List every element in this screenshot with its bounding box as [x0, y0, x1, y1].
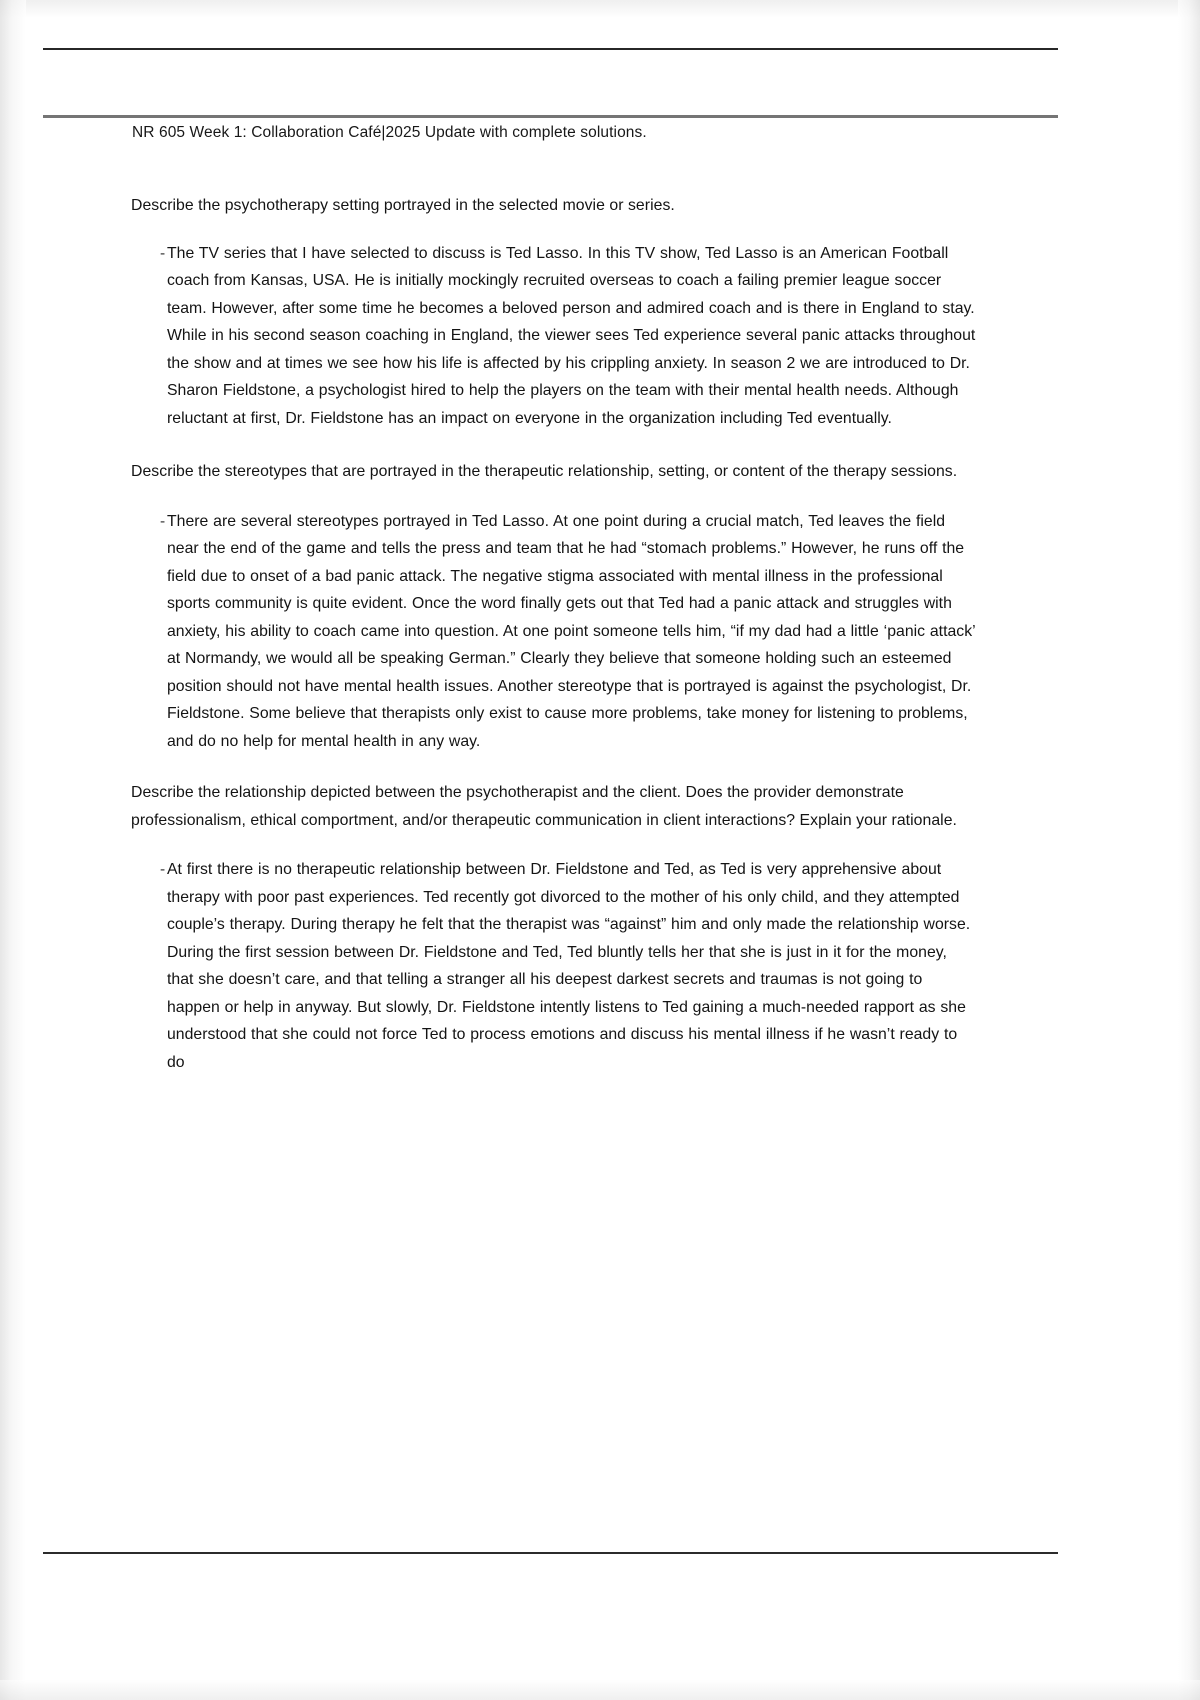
spacer	[131, 755, 976, 779]
spacer	[131, 146, 976, 192]
answer-text-2: There are several stereotypes portrayed in Ted Lasso. At one point during a crucial match, Ted leaves the field near the end of the game and tells the press and team that he had “stomach problems.” However, he runs off the field due to onset of a bad panic attack. The negative stigma associated with mental illness in the professional sports community is quite evident. Once the word finally gets out that Ted had a panic attack and struggles with anxiety, his ability to coach came into question. At one point someone tells him, “if my dad had a little ‘panic attack’ at Normandy, we would all be speaking German.” Clearly they believe that someone holding such an esteemed position should not have mental health issues. Another stereotype that is portrayed is against the psychologist, Dr. Fieldstone. Some believe that therapists only exist to cause more problems, take money for listening to problems, and do no help for mental health in any way.	[167, 512, 976, 750]
scan-edge-bottom	[0, 1680, 1200, 1700]
header-rule-secondary	[43, 115, 1058, 118]
question-heading-2: Describe the stereotypes that are portrayed in the therapeutic relationship, setting, or content of the therapy sessions.	[131, 463, 958, 480]
answer-block-1	[131, 240, 976, 433]
bullet-dash-icon: -	[160, 512, 166, 530]
scan-edge-left	[0, 0, 26, 1700]
answer-block-3	[131, 856, 976, 1076]
bullet-dash-icon: -	[160, 861, 166, 878]
footer-rule	[43, 1552, 1058, 1554]
spacer	[131, 834, 976, 856]
question-heading-3: Describe the relationship depicted between the psychotherapist and the client. Does the provider demonstrate professionalism, ethical comportment, and/or therapeutic communication in client interactions? Explain your rationale.	[131, 784, 957, 829]
bullet-dash-icon: -	[160, 244, 166, 262]
answer-block-2	[131, 508, 976, 756]
document-body	[131, 120, 976, 1076]
question-heading-1: Describe the psychotherapy setting portrayed in the selected movie or series.	[131, 197, 675, 214]
spacer	[131, 220, 976, 240]
spacer	[131, 432, 976, 458]
scan-edge-right	[1178, 0, 1200, 1700]
answer-text-1: The TV series that I have selected to discuss is Ted Lasso. In this TV show, Ted Lasso is an American Football coach from Kansas, USA. He is initially mockingly recruited overseas to coach a failing premier league soccer team. However, after some time he becomes a beloved person and admired coach and is there in England to stay. While in his second season coaching in England, the viewer sees Ted experience several panic attacks throughout the show and at times we see how his life is affected by his crippling anxiety. In season 2 we are introduced to Dr. Sharon Fieldstone, a psychologist hired to help the players on the team with their mental health needs. Although reluctant at first, Dr. Fieldstone has an impact on everyone in the organization including Ted eventually.	[167, 244, 976, 427]
header-rule-top	[43, 48, 1058, 50]
scan-edge-top	[0, 0, 1200, 18]
document-title: NR 605 Week 1: Collaboration Café|2025 Update with complete solutions.	[132, 124, 647, 141]
spacer	[131, 486, 976, 508]
answer-text-3: At first there is no therapeutic relationship between Dr. Fieldstone and Ted, as Ted is very apprehensive about therapy with poor past experiences. Ted recently got divorced to the mother of his only child, and they attempted couple’s therapy. During therapy he felt that the therapist was “against” him and only made the relationship worse. During the first session between Dr. Fieldstone and Ted, Ted bluntly tells her that she is just in it for the money, that she doesn’t care, and that telling a stranger all his deepest darkest secrets and traumas is not going to happen or help in anyway. But slowly, Dr. Fieldstone intently listens to Ted gaining a much-needed rapport as she understood that she could not force Ted to process emotions and discuss his mental illness if he wasn’t ready to do	[167, 861, 971, 1071]
